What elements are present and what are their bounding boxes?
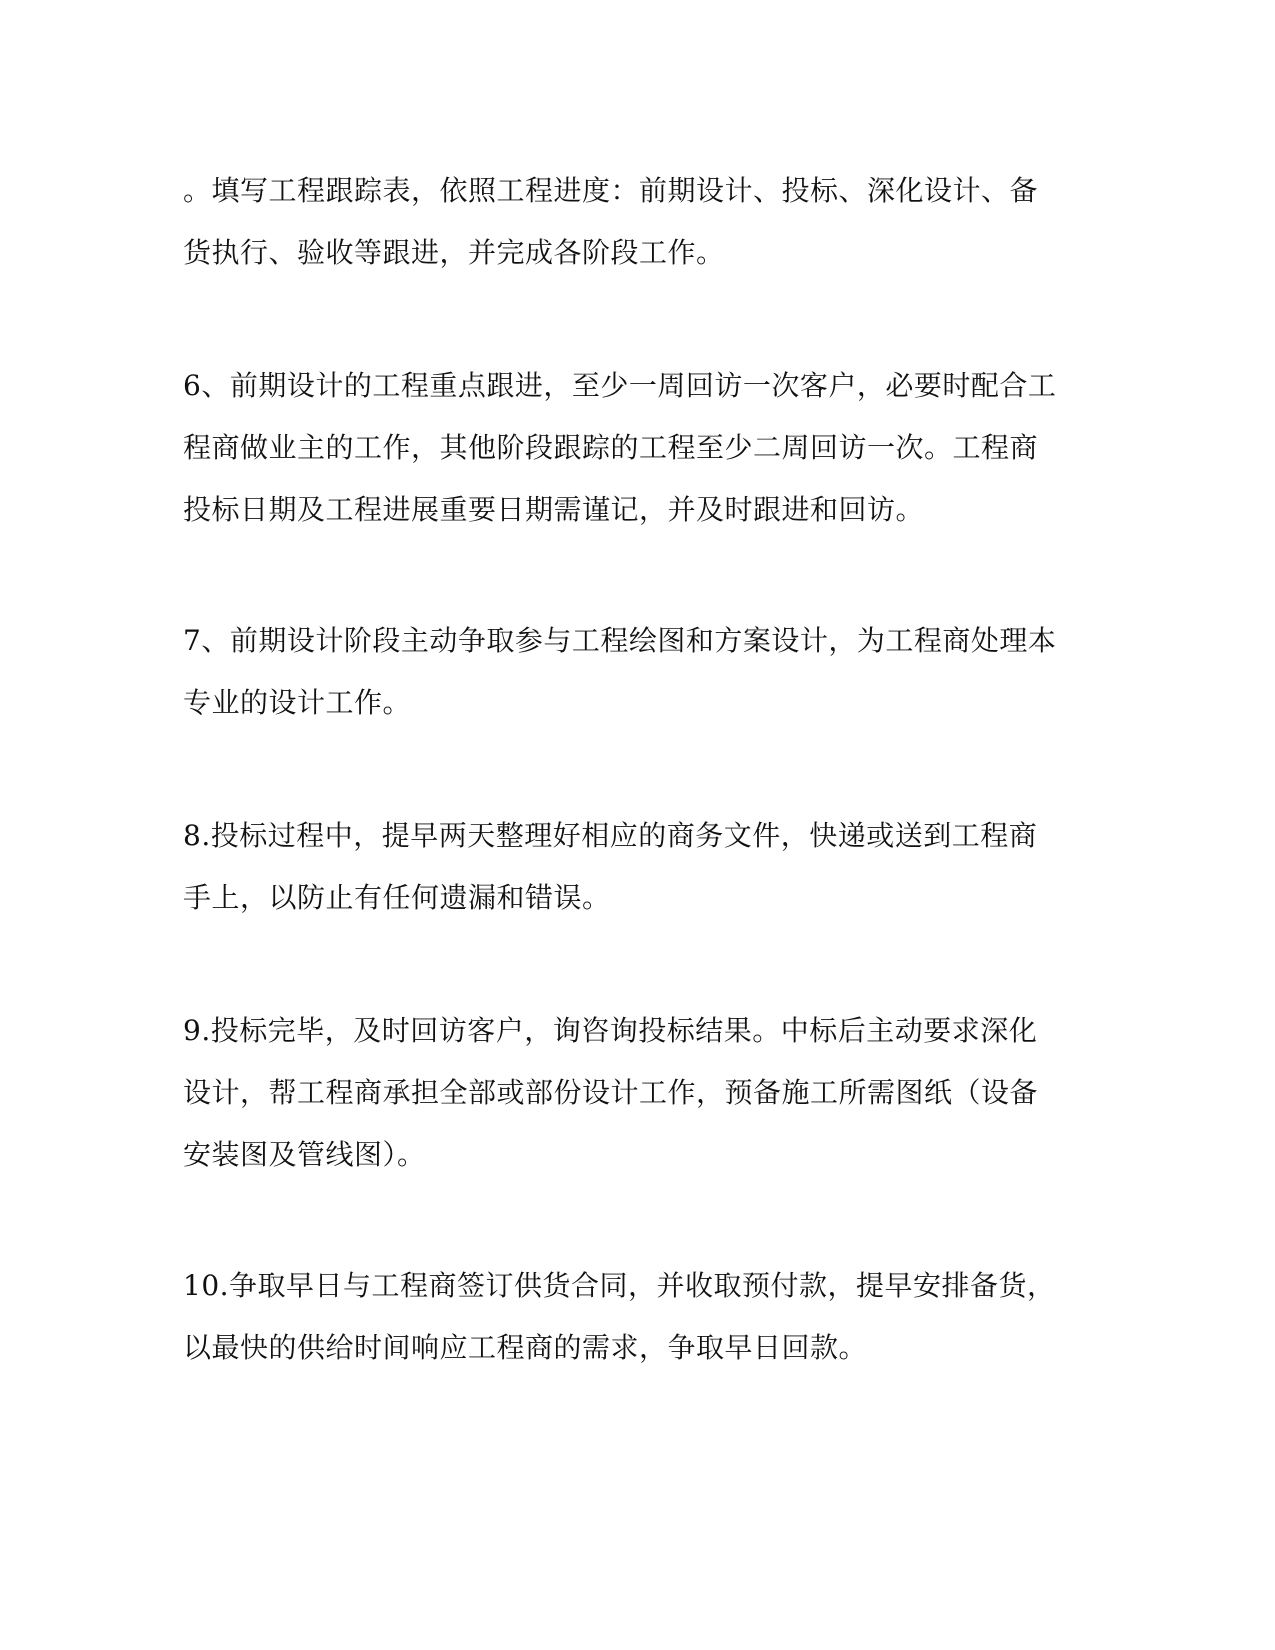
paragraph-item-8 [183,805,1103,929]
paragraph-line: 6、前期设计的工程重点跟进，至少一周回访一次客户，必要时配合工 [183,369,1057,402]
paragraph-line: 设计，帮工程商承担全部或部份设计工作，预备施工所需图纸（设备 [183,1076,1039,1109]
paragraph-line: 9.投标完毕，及时回访客户，询咨询投标结果。中标后主动要求深化 [183,1014,1038,1047]
paragraph-line: 程商做业主的工作，其他阶段跟踪的工程至少二周回访一次。工程商 [183,431,1039,464]
paragraph-line: 7、前期设计阶段主动争取参与工程绘图和方案设计，为工程商处理本 [183,624,1057,657]
paragraph-line: 专业的设计工作。 [183,686,412,719]
paragraph-line: 。填写工程跟踪表，依照工程进度：前期设计、投标、深化设计、备 [183,174,1039,207]
paragraph-item-6 [183,355,1103,541]
paragraph-line: 货执行、验收等跟进，并完成各阶段工作。 [183,236,725,269]
paragraph-line: 手上，以防止有任何遗漏和错误。 [183,881,611,914]
paragraph-item-9 [183,1000,1103,1186]
paragraph-line: 安装图及管线图）。 [183,1138,426,1171]
paragraph-line: 以最快的供给时间响应工程商的需求，争取早日回款。 [183,1331,868,1364]
paragraph-line: 投标日期及工程进展重要日期需谨记，并及时跟进和回访。 [183,493,925,526]
paragraph-line: 10.争取早日与工程商签订供货合同，并收取预付款，提早安排备货， [183,1269,1056,1302]
paragraph-item-10 [183,1255,1103,1379]
paragraph-item-7 [183,610,1103,734]
paragraph-tracking-table [183,160,1103,284]
paragraph-line: 8.投标过程中，提早两天整理好相应的商务文件，快递或送到工程商 [183,819,1038,852]
